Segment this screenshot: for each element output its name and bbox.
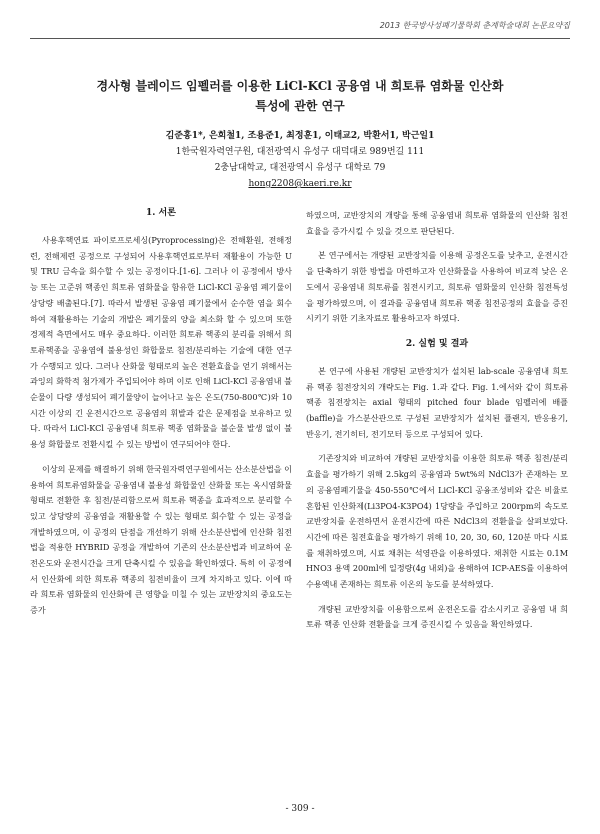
author-names: 김준홍1*, 은희철1, 조용준1, 최정훈1, 이태교2, 박환서1, 박근일1 [165,131,435,141]
intro-paragraph-3: 본 연구에서는 개량된 교반장치를 이용해 공정온도를 낮추고, 운전시간을 단축하기 위한 방법을 마련하고자 인산화물을 사용하여 비교적 낮은 온도에서 공융염내 희토류를 침전시키고, 희토류 염화물의 인산화 침전특성을 평가하였으며, 이 결과를 공융염내 희토류 핵종 침전공정의 효율을 증진시키기 위한 기초자료로 활용하고자 하였다. [306,250,568,324]
affiliation-2: 2충남대학교, 대전광역시 유성구 대학로 79 [214,163,386,173]
title-line-2: 특성에 관한 연구 [255,99,345,113]
left-column [30,205,292,628]
title-line-1: 경사형 블레이드 임펠러를 이용한 LiCl-KCl 공융염 내 희토류 염화물 인산화 [96,79,504,93]
author-email[interactable]: hong2208@kaeri.re.kr [248,179,352,189]
intro-paragraph-continued: 하였으며, 교반장치의 개량을 통해 공융염내 희토류 염화물의 인산화 침전효율을 증가시킬 수 있을 것으로 판단된다. [306,210,568,236]
header-divider [30,38,570,39]
page-number: - 309 - [285,804,315,814]
intro-heading: 1. 서론 [146,208,176,218]
running-header: 2013 한국방사성폐기물학회 춘계학술대회 논문요약집 [379,21,570,30]
methods-paragraph-3: 개량된 교반장치를 이용함으로써 운전온도를 감소시키고 공융염 내 희토류 핵종 인산화 전환율을 크게 증진시킬 수 있음을 확인하였다. [306,603,568,630]
paper-title [40,76,560,116]
right-column [306,208,568,642]
affiliation-1: 1한국원자력연구원, 대전광역시 유성구 대덕대로 989번길 111 [175,147,425,157]
methods-heading: 2. 실험 및 결과 [405,338,469,349]
author-block [40,128,560,192]
intro-paragraph-2: 이상의 문제를 해결하기 위해 한국원자력연구원에서는 산소분산법을 이용하여 희토류염화물을 공융염내 불용성 화합물인 산화물 또는 옥시염화물 형태로 전환한 후 침전/분리함으로써 희토류 핵종을 효과적으로 분리할 수 있고 상당량의 공융염을 재활용할 수 있는 형태로 회수할 수 있는 공정을 개발하였으며, 이 공정의 단점을 개선하기 위해 산소분산법에 인산화 침전법을 적용한 HYBRID 공정을 개발하여 기존의 산소분산법과 비교하여 운전온도와 운전시간을 크게 단축시킬 수 있음을 확인하였다. 특히 이 공정에서 인산화에 의한 희토류 핵종의 침전비율이 크게 차지하고 있다. 이에 따라 희토류 염화물의 인산화에 큰 영향을 미칠 수 있는 교반장치의 중요도는 증가 [30,463,292,616]
methods-paragraph-2: 기존장치와 비교하여 개량된 교반장치를 이용한 희토류 핵종 침전/분리효율을 평가하기 위해 2.5kg의 공융염과 5wt%의 NdCl3가 존재하는 모의 공융염폐기물을 450-550℃에서 LiCl-KCl 공융조성비와 같은 비율로 혼합된 인산화제(Li3PO4-K3PO4) 1당량을 주입하고 200rpm의 속도로 교반장치를 운전하면서 운전시간에 따른 NdCl3의 전환율을 살펴보았다. 시간에 따른 침전효율을 평가하기 위해 10, 20, 30, 60, 120분 마다 시료를 채취하였으며, 시료 채취는 석영관을 이용하였다. 채취한 시료는 0.1M HNO3 용액 200ml에 일정량(4g 내외)을 용해하여 ICP-AES를 이용하여 수용액내 존재하는 희토류 이온의 농도를 분석하였다. [306,453,568,590]
methods-paragraph-1: 본 연구에 사용된 개량된 교반장치가 설치된 lab-scale 공융염내 희토류 핵종 침전장치의 개략도는 Fig. 1.과 같다. Fig. 1.에서와 같이 희토류 핵종 침전장치는 axial 형태의 pitched four blade 임펠러에 배플(baffle)을 가스분산관으로 구성된 교반장치가 설치된 플랜지, 반응용기, 반응기, 전기히터, 전기모터 등으로 구성되어 있다. [306,365,568,439]
intro-paragraph-1: 사용후핵연료 파이로프로세싱(Pyroprocessing)은 전해환원, 전해정련, 전해제련 공정으로 구성되어 사용후핵연료로부터 재활용이 가능한 U 및 TRU 금속을 회수할 수 있는 공정이다.[1-6]. 그러나 이 공정에서 방사능 또는 고준위 핵종인 희토류 염화물을 함유한 LiCl-KCl 공융염 폐기물이 상당량 배출된다.[7]. 따라서 발생된 공융염 폐기물에서 순수한 염을 회수하여 재활용하는 기술의 개발은 폐기물의 양을 최소화 할 수 있으며 또한 경제적 측면에서도 매우 중요하다. 이러한 희토류 핵종의 분리를 위해서 희토류핵종을 공융염에 불용성인 화합물로 침전/분리하는 기술에 대한 연구가 수행되고 있다. 그러나 산화물 형태로의 높은 전환효율을 얻기 위해서는 과잉의 화학적 첨가제가 주입되어야 하며 이로 인해 LiCl-KCl 공융염내 불순물이 다량 생성되어 폐기물양이 늘어나고 높은 온도(750-800℃)와 10시간 이상의 긴 운전시간으로 공융염의 휘발과 같은 문제점을 보유하고 있다. 따라서 LiCl-KCl 공융염내 희토류 핵종 염화물을 불순물 발생 없이 불용성 화합물로 전환시킬 수 있는 방법이 연구되어야 한다. [30,235,292,450]
